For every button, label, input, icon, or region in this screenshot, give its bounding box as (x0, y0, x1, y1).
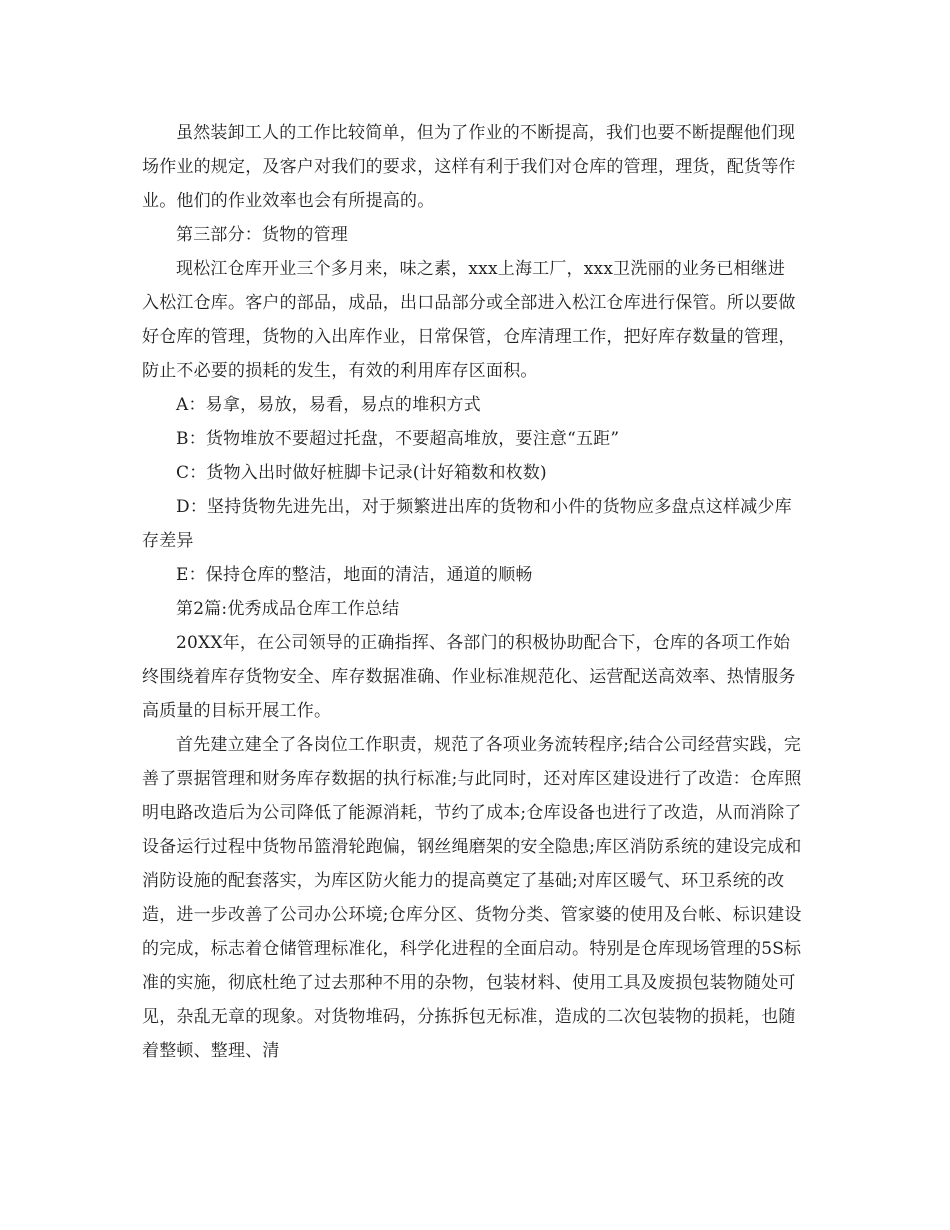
paragraph-summary-intro: 20XX年，在公司领导的正确指挥、各部门的积极协助配合下，仓库的各项工作始终围绕着库存货物安全、库存数据准确、作业标准规范化、运营配送高效率、热情服务高质量的目标开展工作。 (142, 633, 796, 721)
paragraph-loading-workers: 虽然装卸工人的工作比较简单，但为了作业的不断提高，我们也要不断提醒他们现场作业的规定，及客户对我们的要求，这样有利于我们对仓库的管理，理货，配货等作业。他们的作业效率也会有所提高的。 (142, 123, 796, 211)
paragraph-songjiang-warehouse: 现松江仓库开业三个多月来，味之素，xxx上海工厂，xxx卫洗丽的业务已相继进入松江仓库。客户的部品，成品，出口品部分或全部进入松江仓库进行保管。所以要做好仓库的管理，货物的入出库作业，日常保管，仓库清理工作，把好库存数量的管理，防止不必要的损耗的发生，有效的利用库存区面积。 (142, 259, 796, 381)
list-item-b: B：货物堆放不要超过托盘，不要超高堆放，要注意“五距” (176, 429, 620, 449)
article-title-2: 第2篇:优秀成品仓库工作总结 (176, 599, 400, 619)
list-item-c: C：货物入出时做好桩脚卡记录(计好箱数和枚数) (176, 463, 547, 483)
list-item-e: E：保持仓库的整洁，地面的清洁，通道的顺畅 (176, 565, 533, 585)
list-item-d: D：坚持货物先进先出，对于频繁进出库的货物和小件的货物应多盘点这样减少库存差异 (142, 497, 792, 551)
list-item-a: A：易拿，易放，易看，易点的堆积方式 (176, 395, 481, 415)
document-body (142, 116, 802, 1068)
paragraph-improvements: 首先建立建全了各岗位工作职责，规范了各项业务流转程序;结合公司经营实践，完善了票据管理和财务库存数据的执行标准;与此同时，还对库区建设进行了改造：仓库照明电路改造后为公司降低了能源消耗，节约了成本;仓库设备也进行了改造，从而消除了设备运行过程中货物吊篮滑轮跑偏，钢丝绳磨架的安全隐患;库区消防系统的建设完成和消防设施的配套落实，为库区防火能力的提高奠定了基础;对库区暖气、环卫系统的改造，进一步改善了公司办公环境;仓库分区、货物分类、管家婆的使用及台帐、标识建设的完成，标志着仓储管理标准化，科学化进程的全面启动。特别是仓库现场管理的5S标准的实施，彻底杜绝了过去那种不用的杂物，包装材料、使用工具及废损包装物随处可见，杂乱无章的现象。对货物堆码，分拣拆包无标准，造成的二次包装物的损耗，也随着整顿、整理、清 (142, 735, 802, 1061)
section-heading-goods-management: 第三部分：货物的管理 (176, 225, 348, 245)
